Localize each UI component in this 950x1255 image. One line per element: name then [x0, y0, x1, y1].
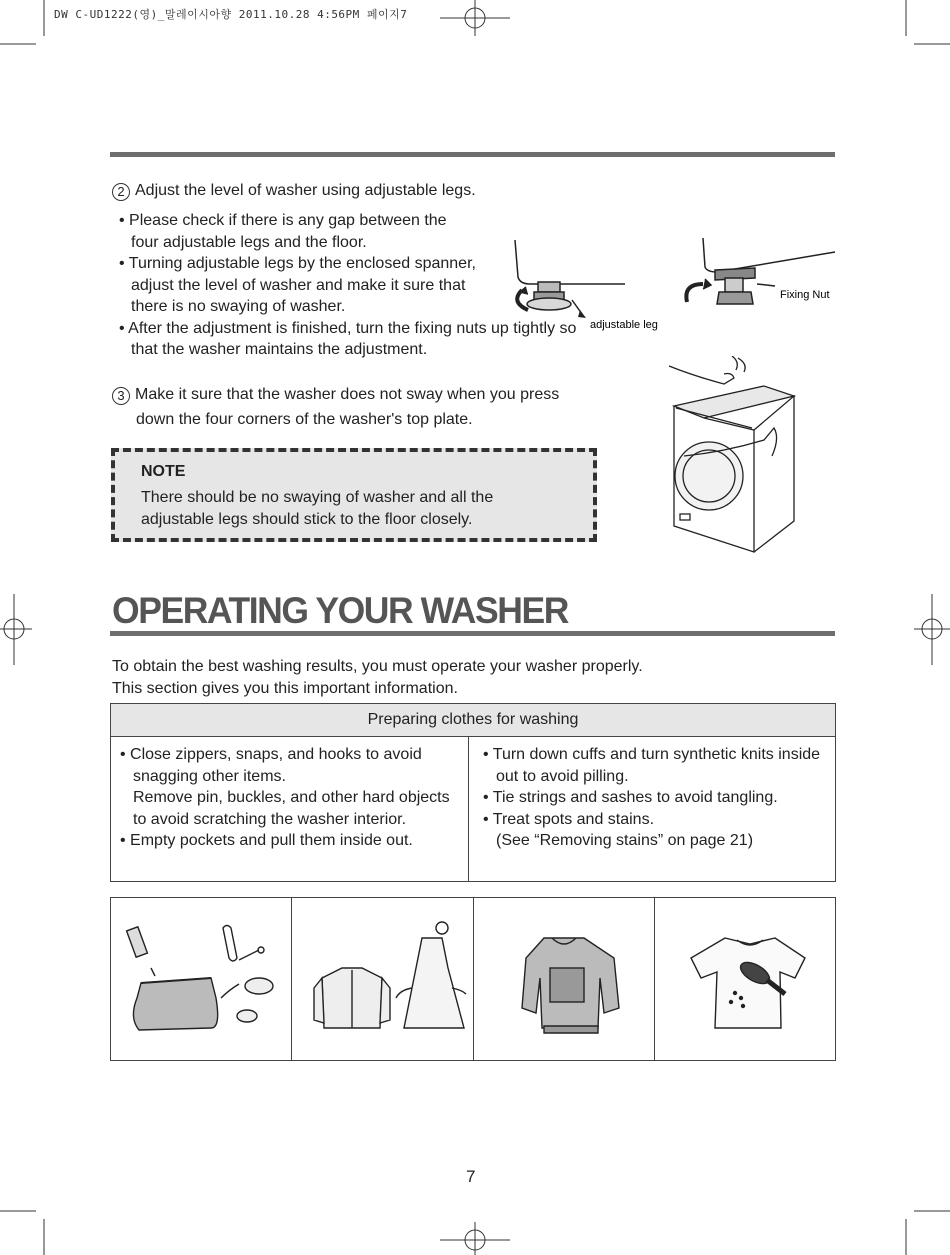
- note-line-1: There should be no swaying of washer and all the: [141, 489, 494, 506]
- bullet-turn-legs: • Turning adjustable legs by the enclosed spanner, adjust the level of washer and make it sure that there is no swaying of washer.: [119, 255, 476, 315]
- right-column: [469, 737, 836, 882]
- section-heading: OPERATING YOUR WASHER: [112, 590, 568, 631]
- step-3-text: [112, 382, 559, 432]
- stained-shirt-brush-icon: [655, 898, 835, 1060]
- fixing-nut-illustration: [675, 232, 840, 332]
- step-2-bullets: [119, 210, 577, 361]
- bullet-check-gap: • Please check if there is any gap between the four adjustable legs and the floor.: [119, 212, 447, 251]
- right-item-2: • Tie strings and sashes to avoid tangling.: [483, 789, 778, 806]
- preparing-clothes-table: [110, 703, 836, 882]
- step-number-3: 3: [112, 387, 130, 405]
- left-item-2: • Empty pockets and pull them inside out.: [120, 832, 413, 849]
- washer-press-illustration: [664, 356, 814, 556]
- right-item-3b: (See “Removing stains” on page 21): [496, 832, 754, 849]
- step-2-title: Adjust the level of washer using adjustable legs.: [135, 182, 476, 199]
- intro-line-1: To obtain the best washing results, you must operate your washer properly.: [112, 658, 643, 675]
- adjustable-leg-illustration: [500, 232, 670, 342]
- page-number: 7: [466, 1167, 476, 1186]
- top-rule: [110, 152, 835, 157]
- illustration-row: [110, 897, 836, 1061]
- note-box: [111, 448, 597, 542]
- note-title: NOTE: [141, 463, 186, 480]
- pockets-items-icon: [111, 898, 292, 1060]
- right-item-3: • Treat spots and stains.: [483, 810, 655, 828]
- zipper-jacket-apron-icon: [292, 898, 473, 1060]
- note-line-2: adjustable legs should stick to the floor closely.: [141, 511, 473, 528]
- section-intro: [112, 656, 643, 700]
- right-item-1: • Turn down cuffs and turn synthetic knits inside out to avoid pilling.: [483, 746, 821, 785]
- left-item-1: • Close zippers, snaps, and hooks to avoid snagging other items.: [120, 746, 422, 785]
- sweater-icon: [474, 898, 655, 1060]
- intro-line-2: This section gives you this important information.: [112, 680, 458, 697]
- note-text: [141, 487, 593, 531]
- section-rule: [110, 631, 835, 636]
- left-item-1b: Remove pin, buckles, and other hard objects to avoid scratching the washer interior.: [133, 789, 450, 828]
- step-3-line2: down the four corners of the washer's top plate.: [136, 411, 473, 428]
- table-header: Preparing clothes for washing: [111, 704, 836, 737]
- adjustable-leg-label: adjustable leg: [590, 319, 658, 331]
- print-header: DW C-UD1222(영)_말레이시아향 2011.10.28 4:56PM 페이지7: [54, 8, 408, 21]
- step-2-heading: [112, 181, 476, 201]
- left-column: [111, 737, 469, 882]
- step-number-2: 2: [112, 183, 130, 201]
- fixing-nut-label: Fixing Nut: [780, 289, 830, 301]
- bullet-fix-nuts: • After the adjustment is finished, turn the fixing nuts up tightly so that the washer maintains the adjustment.: [119, 319, 577, 358]
- step-3-line1: Make it sure that the washer does not sway when you press: [135, 386, 560, 403]
